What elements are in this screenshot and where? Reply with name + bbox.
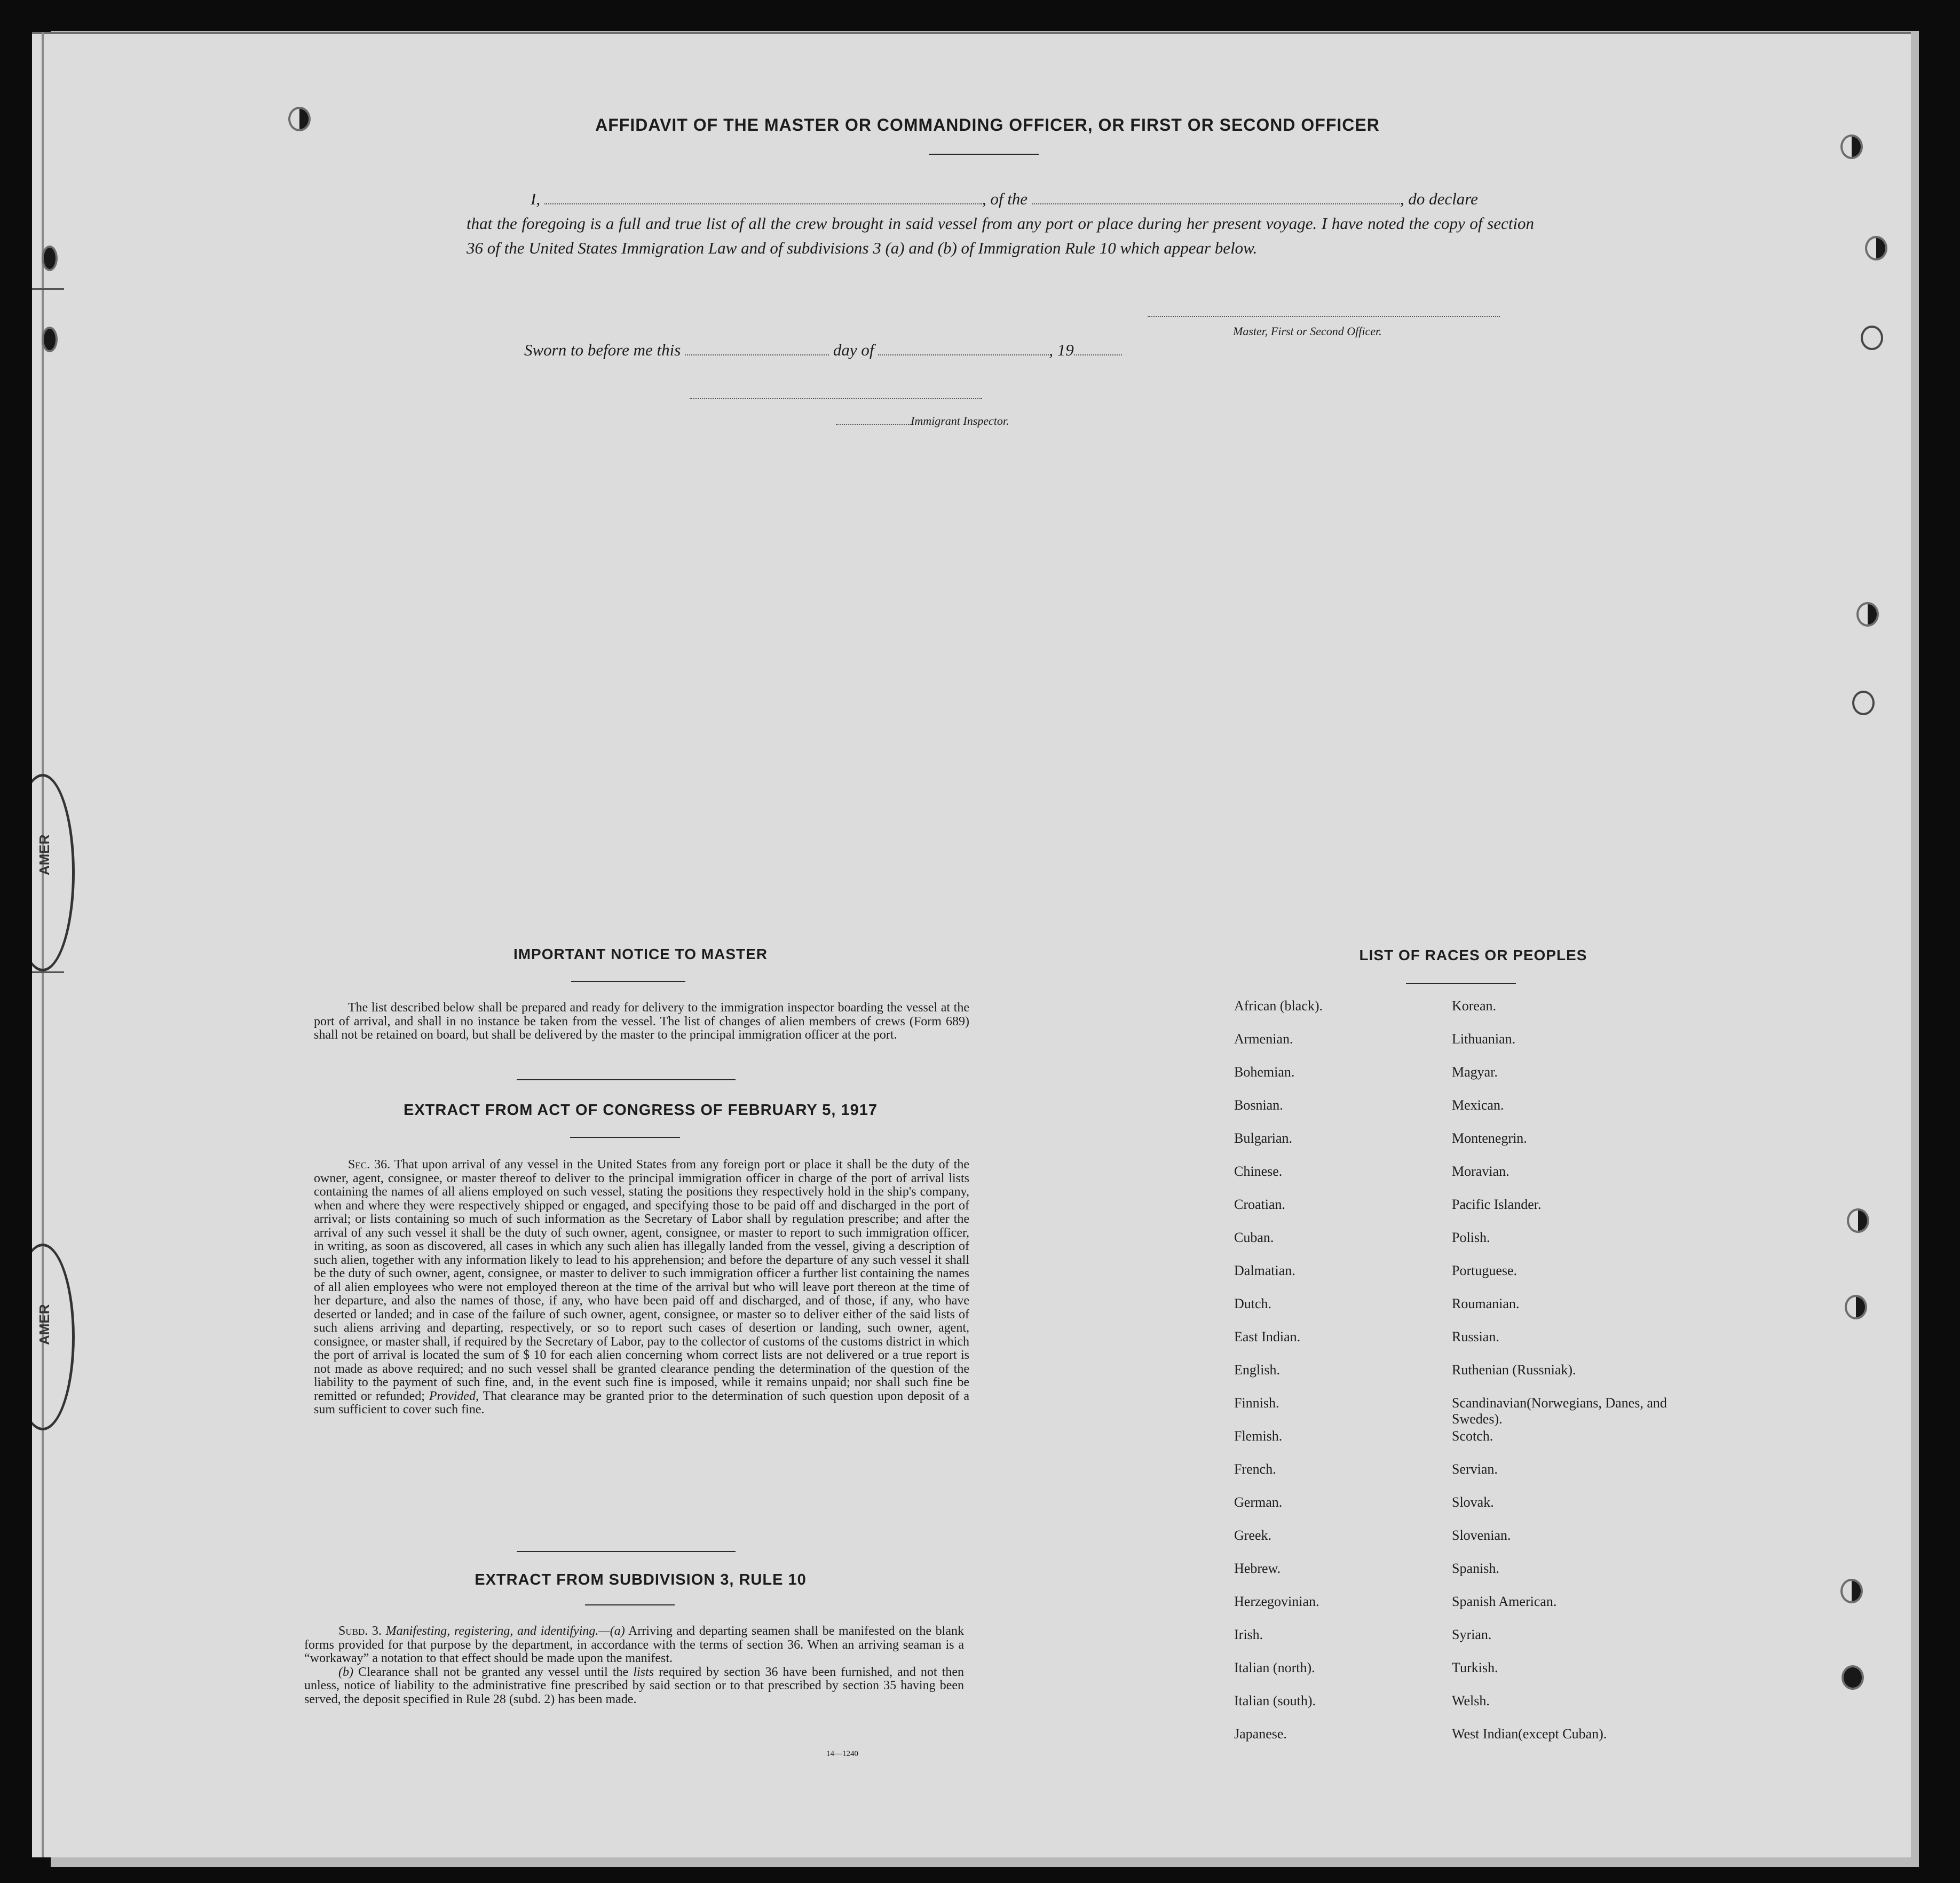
manifest-page <box>32 32 1911 1857</box>
punch-hole <box>1852 691 1875 715</box>
race-item: Herzegovinian. <box>1234 1594 1319 1609</box>
race-item: Montenegrin. <box>1452 1130 1527 1146</box>
race-item: Mexican. <box>1452 1097 1504 1113</box>
rule-extract-title: EXTRACT FROM SUBDIVISION 3, RULE 10 <box>475 1571 807 1588</box>
top-edge <box>32 32 1911 34</box>
sec-label: Sec. 36. <box>348 1158 391 1172</box>
section-divider <box>517 1551 736 1552</box>
race-item: Cuban. <box>1234 1230 1274 1245</box>
section-divider <box>517 1079 736 1080</box>
punch-hole <box>42 246 58 271</box>
punch-hole <box>1840 134 1863 159</box>
act-extract-title: EXTRACT FROM ACT OF CONGRESS OF FEBRUARY 5, 1917 <box>403 1102 878 1119</box>
year-blank[interactable] <box>1074 341 1122 355</box>
race-item: Turkish. <box>1452 1660 1498 1675</box>
rule-para-b <box>304 1666 964 1707</box>
title-rule <box>571 981 685 982</box>
provided-label: Provided, <box>429 1389 479 1403</box>
race-item: Pacific Islander. <box>1452 1197 1542 1212</box>
race-item: German. <box>1234 1494 1283 1510</box>
race-item: Dalmatian. <box>1234 1263 1295 1278</box>
rule-extract-text <box>304 1625 964 1706</box>
act-extract-text <box>314 1158 969 1417</box>
para-b-label: (b) <box>338 1665 353 1679</box>
race-item: Italian (north). <box>1234 1660 1315 1675</box>
sworn-line <box>524 341 1122 360</box>
race-item: Slovak. <box>1452 1494 1494 1510</box>
race-item: Roumanian. <box>1452 1296 1520 1311</box>
race-item: Finnish. <box>1234 1395 1279 1411</box>
race-item: Chinese. <box>1234 1164 1283 1179</box>
punch-hole <box>1856 602 1879 627</box>
race-item: Italian (south). <box>1234 1693 1316 1708</box>
subd-heading: Manifesting, registering, and identifying.—(a) <box>385 1624 625 1638</box>
race-item: Spanish American. <box>1452 1594 1557 1609</box>
race-item: African (black). <box>1234 998 1323 1014</box>
declaration-line <box>467 187 1534 211</box>
race-item: Korean. <box>1452 998 1497 1014</box>
title-rule <box>1406 983 1516 984</box>
day-of-label: day of <box>833 341 874 359</box>
race-item: Ruthenian (Russniak). <box>1452 1362 1576 1378</box>
month-blank[interactable] <box>878 341 1049 355</box>
provided-text: That clearance may be granted prior to the determination of such question upon deposit of a sum sufficient to cover such fine. <box>314 1389 969 1417</box>
vessel-blank[interactable] <box>1032 189 1400 204</box>
title-rule <box>570 1137 680 1138</box>
para-a-text: Arriving and departing seamen shall be manifested on the blank forms provided for that purpose by the department, in accordance with the terms of section 36. When an arriving seaman is a “workaway” a notation to that effect should be made upon the manifest. <box>304 1624 964 1665</box>
race-item: Irish. <box>1234 1627 1263 1642</box>
race-item: West Indian(except Cuban). <box>1452 1726 1607 1742</box>
race-item: Scotch. <box>1452 1428 1493 1444</box>
races-title: LIST OF RACES OR PEOPLES <box>1359 947 1587 963</box>
left-margin-mark <box>32 288 64 290</box>
inspector-caption: Immigrant Inspector. <box>911 414 1009 428</box>
race-item: Magyar. <box>1452 1064 1498 1080</box>
race-item: Servian. <box>1452 1461 1498 1477</box>
year-label: , 19 <box>1049 341 1074 359</box>
inspector-blank[interactable] <box>836 413 911 425</box>
act-body: That upon arrival of any vessel in the United States from any foreign port or place it shall be the duty of the owner, agent, consignee, or master thereof to deliver to the principal immigration officer in charge of the port of arrival lists containing the names of all aliens employed on such vessel, stating the positions they respectively hold in the ship's company, when and where they were respectively shipped or engaged, and specifying those to be paid off and discharged in the port of arrival; or lists containing so much of such information as the Secretary of Labor shall by regulation prescribe; and after the arrival of any such vessel it shall be the duty of such owner, agent, consignee, or master to report to such immigration officer, in writing, as soon as discovered, all cases in which any such alien has illegally landed from the vessel, giving a description of such alien, together with any information likely to lead to his apprehension; and before the departure of any such vessel it shall be the duty of such owner, agent, consignee, or master to deliver to such immigration officer a further list containing the names of all alien employees who were not employed thereon at the time of the arrival but who will leave port thereon at the time of her departure, and also the names of those, if any, who have been paid off and discharged, and of those, if any, who have deserted or landed; and in case of the failure of such owner, agent, consignee, or master so to deliver either of the said lists of such aliens arriving and departing, respectively, or so to report such cases of desertion or landing, such owner, agent, consignee, or master shall, if required by the Secretary of Labor, pay to the collector of customs of the customs district in which the port of arrival is located the sum of $ 10 for each alien concerning whom correct lists are not delivered or a true report is not made as above required; and no such vessel shall be granted clearance pending the determination of the question of the liability to the payment of such fine, and, in the event such fine is imposed, while it remains unpaid; nor shall such fine be remitted or refunded; <box>314 1158 970 1403</box>
punch-hole <box>1845 1295 1867 1319</box>
race-item: Spanish. <box>1452 1561 1499 1576</box>
master-signature-blank[interactable] <box>1148 316 1500 317</box>
race-item: Hebrew. <box>1234 1561 1281 1576</box>
race-item: English. <box>1234 1362 1280 1378</box>
of-the-label: , of the <box>982 189 1028 208</box>
race-item: East Indian. <box>1234 1329 1301 1344</box>
form-number: 14—1240 <box>826 1750 858 1758</box>
race-item: Bosnian. <box>1234 1097 1283 1113</box>
race-item: Flemish. <box>1234 1428 1283 1444</box>
race-item: Bohemian. <box>1234 1064 1295 1080</box>
para-b-text-1: Clearance shall not be granted any vessel until the <box>358 1665 629 1679</box>
subd-label: Subd. 3. <box>338 1624 382 1638</box>
stamp-text: AMER <box>36 834 52 875</box>
affidavit-body: that the foregoing is a full and true list of all the crew brought in said vessel from any port or place during her present voyage. I have noted the copy of section 36 of the United States Immigration Law and of subdivisions 3 (a) and (b) of Immigration Rule 10 which appear below. <box>467 214 1534 257</box>
race-item: Greek. <box>1234 1528 1272 1543</box>
race-item: Dutch. <box>1234 1296 1272 1311</box>
punch-hole <box>1842 1665 1864 1690</box>
title-rule <box>585 1604 675 1605</box>
punch-hole <box>288 107 311 131</box>
punch-hole <box>1865 236 1887 260</box>
race-item: Croatian. <box>1234 1197 1286 1212</box>
race-item: Armenian. <box>1234 1031 1293 1047</box>
para-b-text-2: required by section 36 have been furnished, and not then unless, notice of liability to the administrative fine prescribed by said section or to that prescribed by section 35 having been served, the deposit specified in Rule 28 (subd. 2) has been made. <box>304 1665 965 1706</box>
notice-title: IMPORTANT NOTICE TO MASTER <box>513 946 768 962</box>
day-blank[interactable] <box>685 341 829 355</box>
races-left-column <box>1234 998 1437 1759</box>
rule-para-a <box>304 1625 964 1666</box>
punch-hole <box>1847 1208 1869 1233</box>
race-item: Slovenian. <box>1452 1528 1511 1543</box>
para-b-lists: lists <box>633 1665 654 1679</box>
race-item: Moravian. <box>1452 1164 1509 1179</box>
race-item: Syrian. <box>1452 1627 1492 1642</box>
race-item: French. <box>1234 1461 1276 1477</box>
affidavit-title: AFFIDAVIT OF THE MASTER OR COMMANDING OFFICER, OR FIRST OR SECOND OFFICER <box>595 115 1380 134</box>
punch-hole <box>1840 1579 1863 1603</box>
sworn-label: Sworn to before me this <box>524 341 681 359</box>
race-item: Scandinavian(Norwegians, Danes, and Swedes). <box>1452 1395 1667 1427</box>
punch-hole <box>42 327 58 352</box>
race-item: Welsh. <box>1452 1693 1490 1708</box>
declare-label: , do declare <box>1400 189 1478 208</box>
notice-text: The list described below shall be prepared and ready for delivery to the immigration inspector boarding the vessel at the port of arrival, and shall in no instance be taken from the vessel. The list of changes of alien members of crews (Form 689) shall not be retained on board, but shall be delivered by the master to the principal immigration officer at the port. <box>314 1001 969 1042</box>
master-caption: Master, First or Second Officer. <box>1233 325 1382 338</box>
inspector-signature-blank[interactable] <box>690 398 982 399</box>
affidavit-declaration <box>467 187 1534 260</box>
race-item: Portuguese. <box>1452 1263 1518 1278</box>
i-label: I, <box>531 189 541 208</box>
punch-hole <box>1861 326 1883 350</box>
race-item: Russian. <box>1452 1329 1499 1344</box>
race-item: Japanese. <box>1234 1726 1287 1742</box>
race-item: Polish. <box>1452 1230 1490 1245</box>
title-rule <box>929 154 1039 155</box>
stamp-text: AMER <box>36 1304 52 1345</box>
inspector-caption-line <box>836 413 1009 428</box>
race-item: Lithuanian. <box>1452 1031 1516 1047</box>
races-right-column <box>1452 998 1676 1759</box>
race-item: Bulgarian. <box>1234 1130 1293 1146</box>
left-margin-mark <box>32 971 64 973</box>
name-blank[interactable] <box>544 189 982 204</box>
